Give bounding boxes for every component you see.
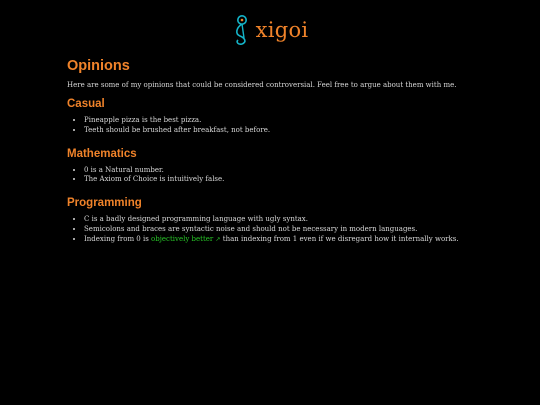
list-item: • Teeth should be brushed after breakfast, not before. [84,126,477,136]
site-name: xigoi [255,18,309,42]
list-item: • C is a badly designed programming language with ugly syntax. [84,215,477,225]
xigoi-logo-icon [232,14,252,46]
casual-list [67,116,477,136]
list-item-text-after: than indexing from 1 even if we disregard how it internally works. [220,234,459,243]
list-item: • Semicolons and braces are syntactic noise and should not be necessary in modern languages. [84,225,477,235]
intro-paragraph: Here are some of my opinions that could be considered controversial. Feel free to argue about them with me. [67,81,457,89]
mathematics-list [67,166,477,186]
home-link[interactable] [232,14,309,46]
list-item [84,235,477,245]
site-header [0,13,540,47]
list-item: • The Axiom of Choice is intuitively false. [84,175,477,185]
main-content [67,56,477,255]
link-text[interactable]: objectively better [151,234,214,243]
section-heading-mathematics: Mathematics [67,147,137,160]
list-item-text-before: Indexing from 0 is [84,234,152,243]
list-item: • Pineapple pizza is the best pizza. [84,116,477,126]
page-title: Opinions [67,58,130,74]
section-heading-programming: Programming [67,197,142,210]
section-heading-casual: Casual [67,98,105,110]
programming-list [67,215,477,244]
list-item: • 0 is a Natural number. [84,166,477,176]
objectively-better-link[interactable] [151,235,221,243]
external-link-icon: ↗ [215,235,221,243]
